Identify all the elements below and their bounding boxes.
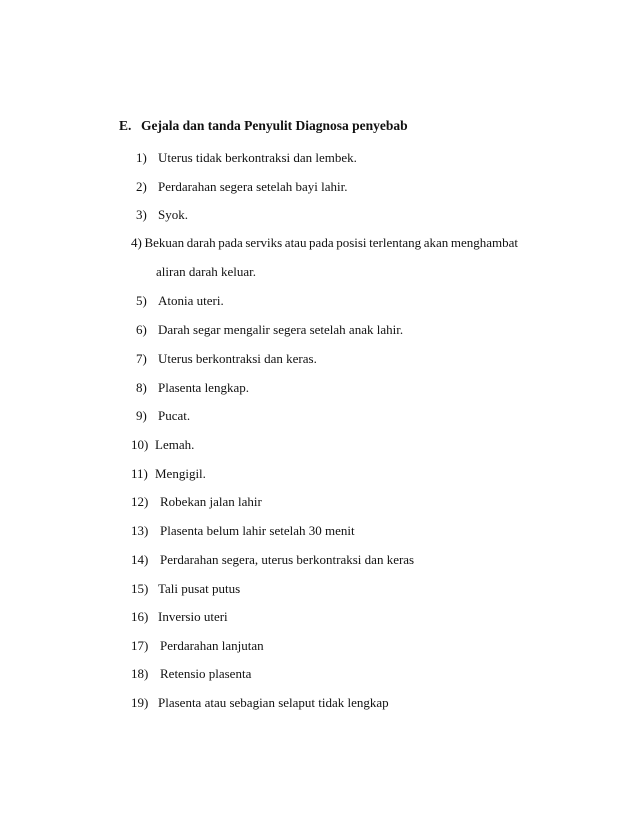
list-item-text: Pucat. xyxy=(158,408,191,423)
list-item-number: 13) xyxy=(131,523,149,538)
list-item-word: Bekuan xyxy=(144,235,185,250)
list-item xyxy=(131,581,241,597)
list-item xyxy=(131,466,206,482)
list-item-word: serviks xyxy=(245,235,283,250)
list-item-word: posisi xyxy=(336,235,367,250)
section-letter: E. xyxy=(119,118,132,133)
list-item-number: 7) xyxy=(136,351,147,366)
list-item-number: 8) xyxy=(136,380,147,395)
list-item xyxy=(136,380,249,396)
list-item-number: 10) xyxy=(131,437,149,452)
list-item-number: 16) xyxy=(131,609,149,624)
list-item-word: pada xyxy=(309,235,334,250)
list-item-line xyxy=(131,235,518,251)
list-item-word: terlentang xyxy=(369,235,422,250)
list-item-text: Tali pusat putus xyxy=(158,581,241,596)
list-item-text: Perdarahan segera setelah bayi lahir. xyxy=(158,179,348,194)
list-item xyxy=(131,235,518,279)
list-item-text: Plasenta atau sebagian selaput tidak lengkap xyxy=(158,695,389,710)
list-item-text: Plasenta lengkap. xyxy=(158,380,249,395)
list-item-text: Syok. xyxy=(158,207,188,222)
list-item-text: Perdarahan segera, uterus berkontraksi dan keras xyxy=(160,552,415,567)
list-item xyxy=(136,322,404,338)
list-item-number: 5) xyxy=(136,293,147,308)
list-item xyxy=(136,150,357,166)
list-item-text: Lemah. xyxy=(155,437,195,452)
list-item xyxy=(131,638,264,654)
list-item-number: 4) xyxy=(131,235,142,250)
list-item xyxy=(136,179,348,195)
list-item xyxy=(136,293,224,309)
list-item-number: 1) xyxy=(136,150,147,165)
list-item-word: pada xyxy=(218,235,243,250)
list-item xyxy=(131,666,252,682)
section-heading xyxy=(119,118,408,134)
list-item-number: 15) xyxy=(131,581,149,596)
list-item-number: 3) xyxy=(136,207,147,222)
list-item xyxy=(131,523,355,539)
list-item-number: 11) xyxy=(131,466,148,481)
list-item xyxy=(131,609,228,625)
list-item xyxy=(131,695,389,711)
list-item-word: akan xyxy=(423,235,449,250)
list-item-text: Uterus tidak berkontraksi dan lembek. xyxy=(158,150,357,165)
list-item-word: menghambat xyxy=(450,235,518,250)
list-item-text: Darah segar mengalir segera setelah anak lahir. xyxy=(158,322,404,337)
list-item-number: 9) xyxy=(136,408,147,423)
list-item-number: 14) xyxy=(131,552,149,567)
list-item-number: 18) xyxy=(131,666,149,681)
list-item xyxy=(131,437,195,453)
list-item xyxy=(131,494,262,510)
list-item-text: Uterus berkontraksi dan keras. xyxy=(158,351,317,366)
list-item-word: atau xyxy=(284,235,307,250)
list-item-text: Perdarahan lanjutan xyxy=(160,638,264,653)
list-item-number: 19) xyxy=(131,695,149,710)
list-item xyxy=(131,552,415,568)
list-item xyxy=(136,351,317,367)
list-item-number: 6) xyxy=(136,322,147,337)
list-item-text: Atonia uteri. xyxy=(158,293,224,308)
list-item xyxy=(136,408,191,424)
list-item-word: darah xyxy=(186,235,216,250)
list-item-text: Inversio uteri xyxy=(158,609,228,624)
list-item-number: 17) xyxy=(131,638,149,653)
list-item-number: 2) xyxy=(136,179,147,194)
list-item-text: Retensio plasenta xyxy=(160,666,252,681)
list-item-number: 12) xyxy=(131,494,149,509)
list-item-text: Mengigil. xyxy=(155,466,206,481)
list-item-text-continuation: aliran darah keluar. xyxy=(156,264,256,279)
list-item-text: Robekan jalan lahir xyxy=(160,494,262,509)
list-item xyxy=(136,207,188,223)
section-title: Gejala dan tanda Penyulit Diagnosa penyebab xyxy=(141,118,408,133)
list-item-text: Plasenta belum lahir setelah 30 menit xyxy=(160,523,355,538)
